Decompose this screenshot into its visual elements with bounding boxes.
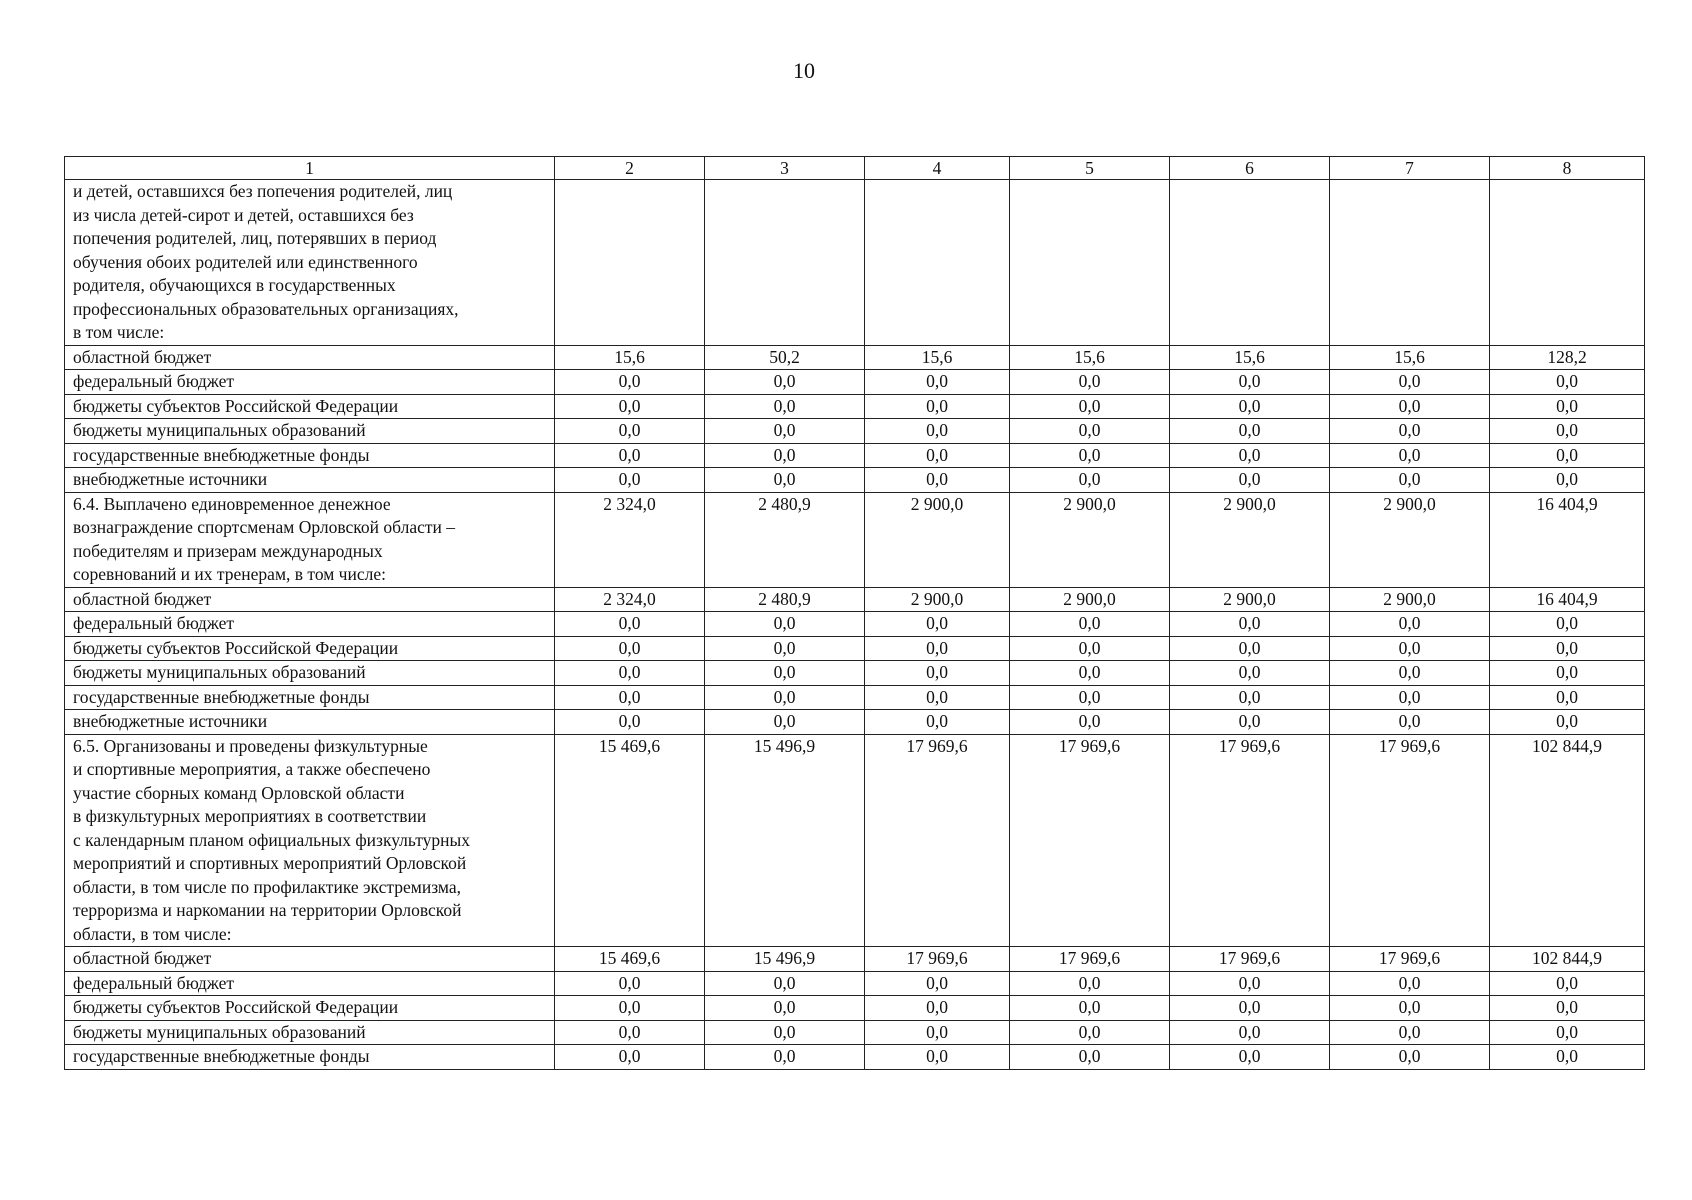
table-row — [65, 1045, 1645, 1070]
value-cell: 0,0 — [705, 661, 865, 686]
section-description — [65, 734, 555, 947]
value-cell: 102 844,9 — [1490, 947, 1645, 972]
value-cell: 0,0 — [1010, 661, 1170, 686]
value-cell — [555, 180, 705, 346]
funding-source-label: федеральный бюджет — [65, 370, 555, 395]
value-cell: 0,0 — [865, 612, 1010, 637]
description-line: и спортивные мероприятия, а также обеспечено — [73, 759, 431, 779]
value-cell: 0,0 — [1170, 636, 1330, 661]
value-cell: 0,0 — [555, 394, 705, 419]
value-cell: 0,0 — [705, 710, 865, 735]
value-cell: 2 900,0 — [1330, 587, 1490, 612]
value-cell: 0,0 — [1010, 612, 1170, 637]
value-cell: 0,0 — [1010, 710, 1170, 735]
value-cell: 15 469,6 — [555, 947, 705, 972]
column-number-row — [65, 157, 1645, 180]
value-cell: 0,0 — [865, 370, 1010, 395]
value-cell: 0,0 — [1170, 419, 1330, 444]
value-cell: 2 900,0 — [1010, 587, 1170, 612]
description-line: терроризма и наркомании на территории Орловской — [73, 900, 462, 920]
value-cell: 2 324,0 — [555, 492, 705, 587]
column-header: 4 — [865, 157, 1010, 180]
value-cell: 0,0 — [1170, 996, 1330, 1021]
table-row — [65, 1020, 1645, 1045]
value-cell — [1330, 180, 1490, 346]
column-header: 3 — [705, 157, 865, 180]
value-cell: 0,0 — [1010, 443, 1170, 468]
table-row — [65, 345, 1645, 370]
value-cell: 0,0 — [1490, 370, 1645, 395]
value-cell — [1170, 180, 1330, 346]
value-cell: 0,0 — [1170, 443, 1330, 468]
column-header: 2 — [555, 157, 705, 180]
value-cell: 0,0 — [1170, 1045, 1330, 1070]
value-cell: 2 900,0 — [1010, 492, 1170, 587]
value-cell: 15,6 — [1170, 345, 1330, 370]
value-cell: 2 900,0 — [865, 587, 1010, 612]
value-cell: 17 969,6 — [1330, 947, 1490, 972]
value-cell: 15 469,6 — [555, 734, 705, 947]
funding-source-label: областной бюджет — [65, 947, 555, 972]
table-row — [65, 636, 1645, 661]
funding-source-label: федеральный бюджет — [65, 971, 555, 996]
table-row — [65, 468, 1645, 493]
description-line: области, в том числе по профилактике экстремизма, — [73, 876, 461, 897]
description-line: в том числе: — [73, 322, 165, 342]
value-cell: 16 404,9 — [1490, 492, 1645, 587]
section-row — [65, 180, 1645, 346]
value-cell: 0,0 — [1330, 394, 1490, 419]
value-cell: 0,0 — [1010, 468, 1170, 493]
value-cell: 17 969,6 — [1010, 734, 1170, 947]
value-cell: 0,0 — [1170, 971, 1330, 996]
table-row — [65, 661, 1645, 686]
value-cell: 0,0 — [865, 1045, 1010, 1070]
value-cell: 2 900,0 — [1170, 587, 1330, 612]
funding-source-label: бюджеты муниципальных образований — [65, 1020, 555, 1045]
value-cell: 0,0 — [1330, 419, 1490, 444]
table-row — [65, 710, 1645, 735]
value-cell: 0,0 — [1170, 1020, 1330, 1045]
value-cell: 0,0 — [705, 370, 865, 395]
column-header: 5 — [1010, 157, 1170, 180]
section-description — [65, 492, 555, 587]
description-line: попечения родителей, лиц, потерявших в период — [73, 228, 437, 248]
value-cell: 0,0 — [1490, 971, 1645, 996]
funding-source-label: федеральный бюджет — [65, 612, 555, 637]
section-row — [65, 734, 1645, 947]
funding-source-label: внебюджетные источники — [65, 710, 555, 735]
value-cell: 0,0 — [865, 394, 1010, 419]
page-number: 10 — [793, 58, 815, 83]
section-row — [65, 492, 1645, 587]
value-cell: 0,0 — [705, 468, 865, 493]
funding-source-label: государственные внебюджетные фонды — [65, 685, 555, 710]
value-cell: 15,6 — [1330, 345, 1490, 370]
description-line: мероприятий и спортивных мероприятий Орловской — [73, 853, 467, 873]
value-cell: 0,0 — [555, 685, 705, 710]
value-cell: 0,0 — [1490, 996, 1645, 1021]
value-cell: 0,0 — [1170, 710, 1330, 735]
table-row — [65, 685, 1645, 710]
value-cell: 0,0 — [1330, 1045, 1490, 1070]
value-cell: 0,0 — [1330, 443, 1490, 468]
value-cell: 0,0 — [1170, 394, 1330, 419]
funding-source-label: государственные внебюджетные фонды — [65, 1045, 555, 1070]
value-cell: 0,0 — [555, 1020, 705, 1045]
description-line: победителям и призерам международных — [73, 540, 383, 561]
funding-source-label: областной бюджет — [65, 587, 555, 612]
value-cell: 0,0 — [1490, 468, 1645, 493]
value-cell: 0,0 — [705, 1020, 865, 1045]
description-line: родителя, обучающихся в государственных — [73, 275, 396, 295]
value-cell: 0,0 — [1010, 971, 1170, 996]
funding-source-label: бюджеты муниципальных образований — [65, 419, 555, 444]
value-cell: 0,0 — [865, 468, 1010, 493]
funding-source-label: государственные внебюджетные фонды — [65, 443, 555, 468]
value-cell: 0,0 — [1010, 1045, 1170, 1070]
value-cell: 0,0 — [865, 996, 1010, 1021]
value-cell: 15 496,9 — [705, 947, 865, 972]
value-cell: 0,0 — [555, 661, 705, 686]
value-cell: 0,0 — [705, 636, 865, 661]
table-row — [65, 394, 1645, 419]
value-cell: 0,0 — [1010, 1020, 1170, 1045]
value-cell: 0,0 — [555, 1045, 705, 1070]
value-cell: 17 969,6 — [1330, 734, 1490, 947]
value-cell: 0,0 — [1490, 1045, 1645, 1070]
value-cell: 0,0 — [1010, 636, 1170, 661]
value-cell: 0,0 — [555, 996, 705, 1021]
funding-source-label: бюджеты субъектов Российской Федерации — [65, 996, 555, 1021]
value-cell: 0,0 — [865, 710, 1010, 735]
table-row — [65, 947, 1645, 972]
description-line: обучения обоих родителей или единственного — [73, 251, 418, 272]
table-row — [65, 443, 1645, 468]
value-cell: 2 900,0 — [1330, 492, 1490, 587]
value-cell: 0,0 — [1010, 394, 1170, 419]
description-line: профессиональных образовательных организациях, — [73, 298, 459, 319]
value-cell: 0,0 — [865, 419, 1010, 444]
value-cell: 50,2 — [705, 345, 865, 370]
value-cell: 128,2 — [1490, 345, 1645, 370]
description-line: 6.5. Организованы и проведены физкультурные — [73, 735, 428, 756]
description-line: области, в том числе: — [73, 923, 232, 944]
column-header: 1 — [65, 157, 555, 180]
table-row — [65, 419, 1645, 444]
value-cell: 0,0 — [865, 1020, 1010, 1045]
value-cell: 0,0 — [1010, 996, 1170, 1021]
table-row — [65, 587, 1645, 612]
value-cell: 0,0 — [1330, 636, 1490, 661]
value-cell: 0,0 — [865, 971, 1010, 996]
value-cell: 0,0 — [1170, 370, 1330, 395]
funding-source-label: бюджеты субъектов Российской Федерации — [65, 394, 555, 419]
value-cell: 0,0 — [705, 1045, 865, 1070]
funding-source-label: бюджеты муниципальных образований — [65, 661, 555, 686]
value-cell: 15,6 — [865, 345, 1010, 370]
value-cell: 0,0 — [1170, 685, 1330, 710]
value-cell: 0,0 — [1490, 710, 1645, 735]
value-cell: 0,0 — [555, 443, 705, 468]
value-cell: 0,0 — [1490, 685, 1645, 710]
value-cell: 0,0 — [705, 612, 865, 637]
value-cell: 15,6 — [555, 345, 705, 370]
column-header: 7 — [1330, 157, 1490, 180]
value-cell: 17 969,6 — [865, 734, 1010, 947]
value-cell: 0,0 — [1170, 612, 1330, 637]
value-cell: 0,0 — [1330, 370, 1490, 395]
value-cell: 17 969,6 — [1010, 947, 1170, 972]
value-cell: 0,0 — [555, 971, 705, 996]
budget-table-body — [65, 157, 1645, 1070]
value-cell: 0,0 — [1010, 419, 1170, 444]
funding-source-label: областной бюджет — [65, 345, 555, 370]
description-line: вознаграждение спортсменам Орловской области – — [73, 517, 456, 537]
table-row — [65, 612, 1645, 637]
value-cell: 0,0 — [1170, 661, 1330, 686]
value-cell — [1490, 180, 1645, 346]
value-cell — [705, 180, 865, 346]
description-line: 6.4. Выплачено единовременное денежное — [73, 493, 391, 514]
value-cell: 0,0 — [1490, 612, 1645, 637]
description-line: из числа детей-сирот и детей, оставшихся без — [73, 204, 414, 225]
value-cell: 0,0 — [1490, 1020, 1645, 1045]
value-cell: 0,0 — [1490, 661, 1645, 686]
value-cell: 0,0 — [555, 370, 705, 395]
value-cell: 0,0 — [1490, 443, 1645, 468]
value-cell: 15,6 — [1010, 345, 1170, 370]
description-line: участие сборных команд Орловской области — [73, 782, 405, 803]
value-cell: 0,0 — [1490, 419, 1645, 444]
value-cell: 16 404,9 — [1490, 587, 1645, 612]
value-cell: 0,0 — [1490, 394, 1645, 419]
value-cell: 17 969,6 — [1170, 734, 1330, 947]
value-cell: 17 969,6 — [865, 947, 1010, 972]
table-row — [65, 996, 1645, 1021]
value-cell: 0,0 — [1010, 370, 1170, 395]
value-cell: 2 480,9 — [705, 492, 865, 587]
value-cell: 0,0 — [555, 612, 705, 637]
value-cell: 2 900,0 — [865, 492, 1010, 587]
value-cell: 0,0 — [705, 443, 865, 468]
value-cell: 0,0 — [865, 661, 1010, 686]
value-cell — [865, 180, 1010, 346]
value-cell: 0,0 — [1330, 710, 1490, 735]
column-header: 8 — [1490, 157, 1645, 180]
value-cell: 0,0 — [1490, 636, 1645, 661]
value-cell: 0,0 — [1330, 1020, 1490, 1045]
value-cell: 2 324,0 — [555, 587, 705, 612]
funding-source-label: внебюджетные источники — [65, 468, 555, 493]
value-cell: 0,0 — [1330, 971, 1490, 996]
value-cell: 0,0 — [865, 685, 1010, 710]
description-line: в физкультурных мероприятиях в соответствии — [73, 806, 427, 826]
column-header: 6 — [1170, 157, 1330, 180]
value-cell: 15 496,9 — [705, 734, 865, 947]
value-cell: 0,0 — [555, 468, 705, 493]
value-cell: 0,0 — [705, 394, 865, 419]
section-description — [65, 180, 555, 346]
value-cell: 0,0 — [1330, 996, 1490, 1021]
table-row — [65, 971, 1645, 996]
value-cell: 2 900,0 — [1170, 492, 1330, 587]
funding-source-label: бюджеты субъектов Российской Федерации — [65, 636, 555, 661]
value-cell: 0,0 — [555, 710, 705, 735]
value-cell: 17 969,6 — [1170, 947, 1330, 972]
value-cell: 0,0 — [1010, 685, 1170, 710]
description-line: и детей, оставшихся без попечения родителей, лиц — [73, 181, 453, 201]
value-cell: 0,0 — [705, 419, 865, 444]
value-cell: 102 844,9 — [1490, 734, 1645, 947]
value-cell: 0,0 — [865, 636, 1010, 661]
description-line: с календарным планом официальных физкультурных — [73, 829, 471, 850]
value-cell: 0,0 — [1170, 468, 1330, 493]
value-cell: 0,0 — [555, 636, 705, 661]
value-cell: 0,0 — [555, 419, 705, 444]
value-cell: 0,0 — [705, 685, 865, 710]
budget-table — [64, 156, 1645, 1070]
value-cell — [1010, 180, 1170, 346]
value-cell: 0,0 — [865, 443, 1010, 468]
value-cell: 0,0 — [705, 996, 865, 1021]
value-cell: 0,0 — [1330, 612, 1490, 637]
value-cell: 0,0 — [1330, 468, 1490, 493]
table-row — [65, 370, 1645, 395]
value-cell: 0,0 — [1330, 685, 1490, 710]
value-cell: 0,0 — [705, 971, 865, 996]
description-line: соревнований и их тренерам, в том числе: — [73, 564, 386, 584]
value-cell: 0,0 — [1330, 661, 1490, 686]
value-cell: 2 480,9 — [705, 587, 865, 612]
